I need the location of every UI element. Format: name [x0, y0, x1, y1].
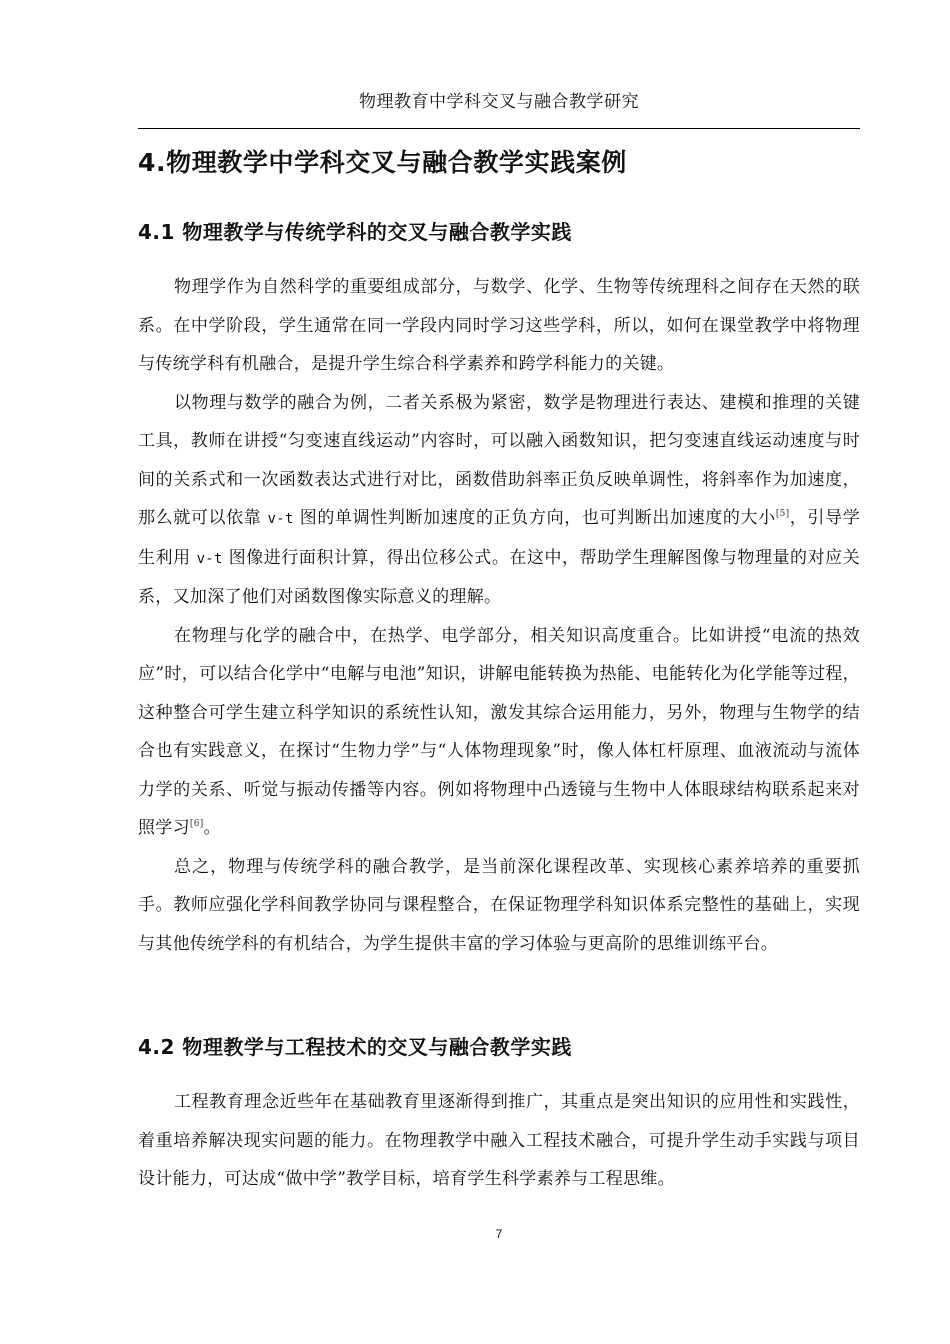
section-heading: 4.物理教学中学科交叉与融合教学实践案例 [138, 148, 627, 177]
text-run: ，引导学生利用 [138, 508, 861, 568]
running-header: 物理教育中学科交叉与融合教学研究 [359, 92, 639, 112]
vt-graph-term: v-t [267, 511, 294, 527]
paragraph [138, 617, 860, 848]
paragraph: 总之，物理与传统学科的融合教学，是当前深化课程改革、实现核心素养培养的重要抓手。教师应强化学科间教学协同与课程整合，在保证物理学科知识体系完整性的基础上，实现与其他传统学科的有机结合，为学生提供丰富的学习体验与更高阶的思维训练平台。 [138, 856, 860, 954]
text-run: 以物理与数学的融合为例，二者关系极为紧密，数学是物理进行表达、建模和推理的关键工具，教师在讲授“匀变速直线运动”内容时，可以融入函数知识，把匀变速直线运动速度与时间的关系式和一次函数表达式进行对比，函数借助斜率正负反映单调性，将斜率作为加速度，那么就可以依靠 [138, 392, 860, 528]
vt-graph-term: v-t [196, 550, 223, 567]
paragraph: 工程教育理念近些年在基础教育里逐渐得到推广，其重点是突出知识的应用性和实践性，着重培养解决现实问题的能力。在物理教学中融入工程技术融合，可提升学生动手实践与项目设计能力，可达成“做中学”教学目标，培育学生科学素养与工程思维。 [138, 1092, 860, 1189]
page-number: 7 [495, 1227, 503, 1241]
header-rule [138, 128, 860, 129]
text-run: 在物理与化学的融合中，在热学、电学部分，相关知识高度重合。比如讲授“电流的热效应”时，可以结合化学中“电解与电池”知识，讲解电能转换为热能、电能转化为化学能等过程，这种整合可学生建立科学知识的系统性认知，激发其综合运用能力，另外，物理与生物学的结合也有实践意义，在探讨“生物力学”与“人体物理现象”时，像人体杠杆原理、血液流动与流体力学的关系、听觉与振动传播等内容。例如将物理中凸透镜与生物中人体眼球结构联系起来对照学习 [138, 625, 860, 838]
subsection-heading-4-2: 4.2 物理教学与工程技术的交叉与融合教学实践 [138, 1035, 572, 1059]
subsection-heading-4-1: 4.1 物理教学与传统学科的交叉与融合教学实践 [138, 220, 572, 244]
paragraph: 物理学作为自然科学的重要组成部分，与数学、化学、生物等传统理科之间存在天然的联系。在中学阶段，学生通常在同一学段内同时学习这些学科，所以，如何在课堂教学中将物理与传统学科有机融合，是提升学生综合科学素养和跨学科能力的关键。 [138, 277, 860, 374]
text-run: 图像进行面积计算，得出位移公式。在这中，帮助学生理解图像与物理量的对应关系，又加深了他们对函数图像实际意义的理解。 [138, 547, 860, 607]
subsection-4-1-body [138, 268, 860, 963]
subsection-4-2-body [138, 1083, 860, 1199]
text-run: 图的单调性判断加速度的正负方向，也可判断出加速度的大小 [293, 508, 776, 528]
citation-marker[interactable]: [5] [775, 509, 790, 519]
citation-marker[interactable]: [6] [189, 819, 204, 829]
paragraph [138, 384, 860, 617]
text-run: 。 [203, 818, 221, 838]
